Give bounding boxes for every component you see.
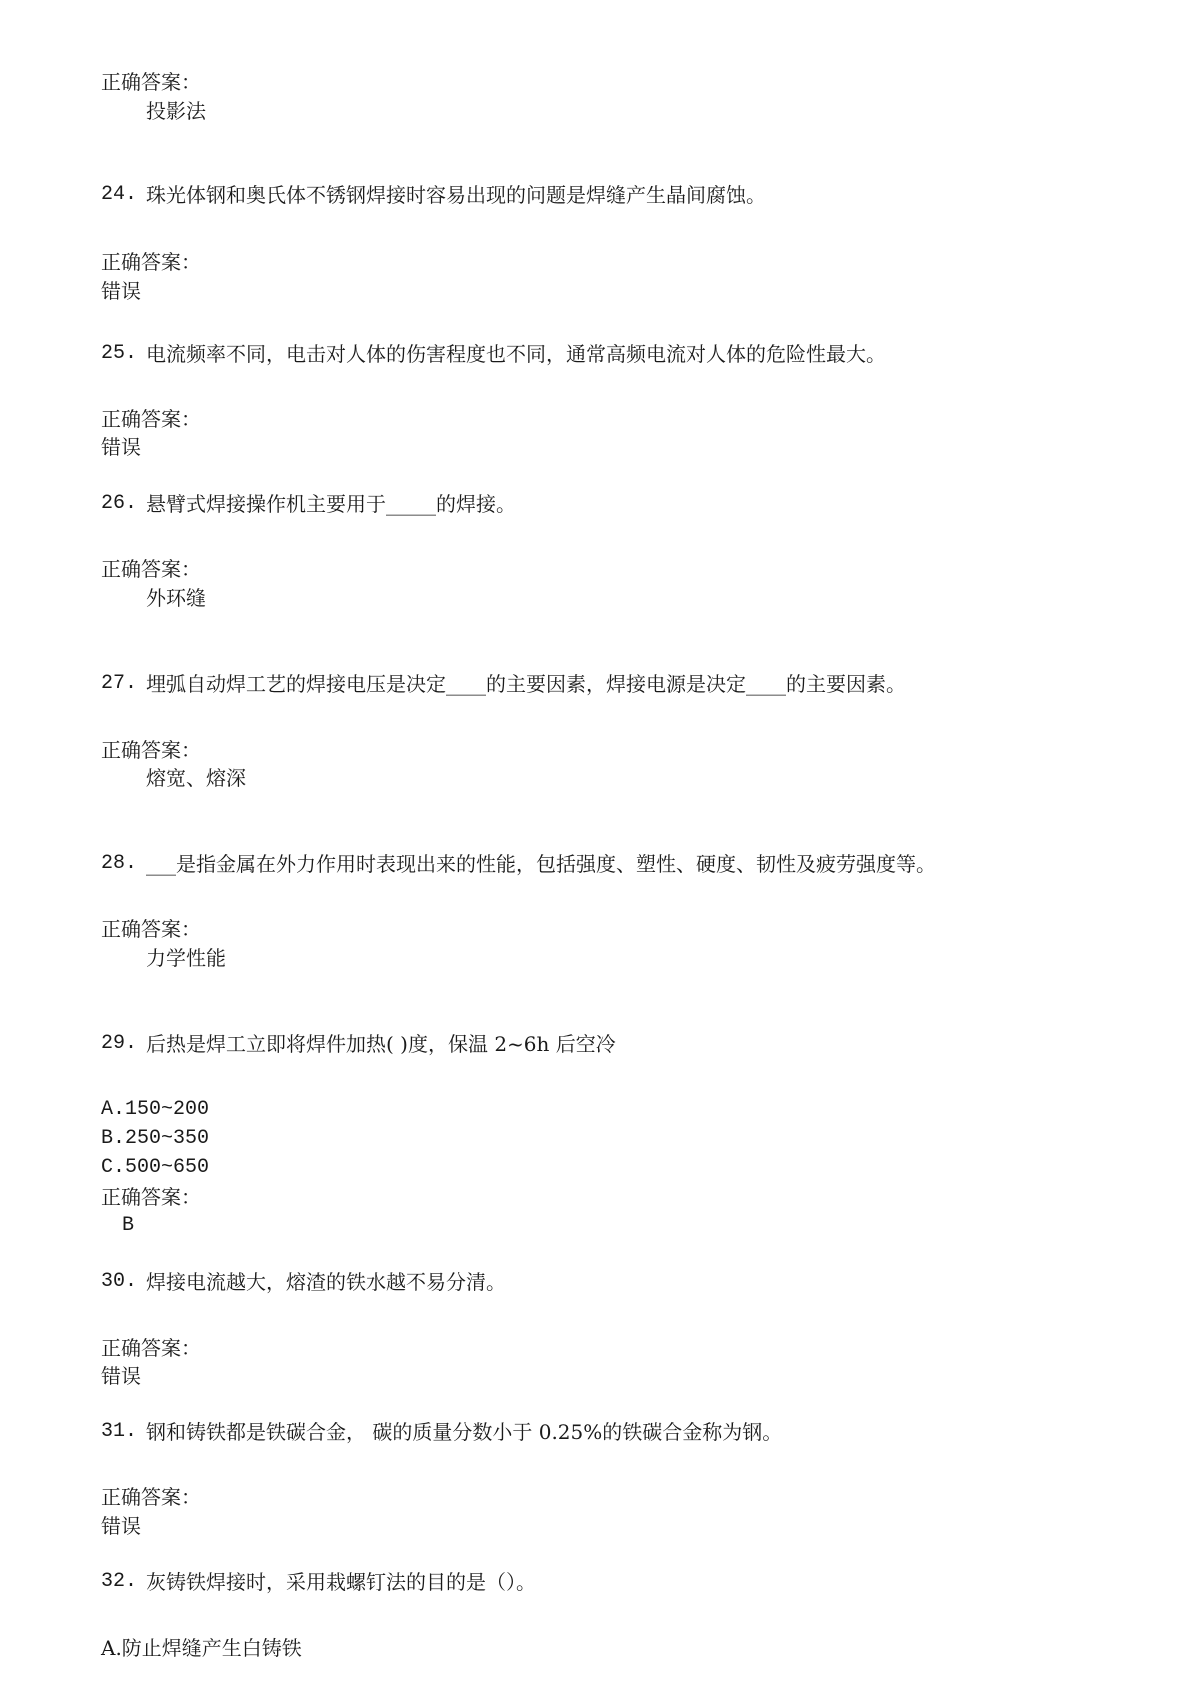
answer-label: 正确答案：: [101, 1485, 201, 1509]
option-a: A.防止焊缝产生白铸铁: [101, 1636, 302, 1660]
answer-text: 错误: [101, 1514, 141, 1538]
option-a: A.150~200: [101, 1098, 210, 1121]
answer-text: 外环缝: [146, 586, 206, 610]
question-text: 悬臂式焊接操作机主要用于_____的焊接。: [146, 492, 516, 516]
question-number: 31.: [101, 1420, 138, 1443]
answer-text: 熔宽、熔深: [146, 766, 246, 790]
answer-text: 错误: [101, 435, 141, 459]
question-text: 珠光体钢和奥氏体不锈钢焊接时容易出现的问题是焊缝产生晶间腐蚀。: [146, 183, 766, 207]
answer-label: 正确答案：: [101, 738, 201, 762]
answer-text: 力学性能: [146, 946, 226, 970]
answer-label: 正确答案：: [101, 1185, 201, 1209]
question-text: 灰铸铁焊接时，采用栽螺钉法的目的是（）。: [146, 1570, 536, 1594]
question-number: 26.: [101, 492, 138, 515]
answer-label: 正确答案：: [101, 70, 201, 94]
question-number: 28.: [101, 852, 138, 875]
question-text: 后热是焊工立即将焊件加热( )度，保温 2~6h 后空冷: [146, 1032, 616, 1056]
answer-text: 错误: [101, 1364, 141, 1388]
question-number: 25.: [101, 342, 138, 365]
option-b: B.250~350: [101, 1127, 210, 1150]
question-number: 24.: [101, 183, 138, 206]
question-text: 电流频率不同，电击对人体的伤害程度也不同，通常高频电流对人体的危险性最大。: [146, 342, 886, 366]
answer-text: B: [122, 1214, 135, 1237]
question-text: ___是指金属在外力作用时表现出来的性能，包括强度、塑性、硬度、韧性及疲劳强度等。: [146, 852, 936, 876]
answer-label: 正确答案：: [101, 407, 201, 431]
answer-label: 正确答案：: [101, 1336, 201, 1360]
question-number: 30.: [101, 1270, 138, 1293]
question-number: 29.: [101, 1032, 138, 1055]
question-number: 32.: [101, 1570, 138, 1593]
answer-text: 错误: [101, 279, 141, 303]
answer-label: 正确答案：: [101, 917, 201, 941]
answer-label: 正确答案：: [101, 557, 201, 581]
question-text: 埋弧自动焊工艺的焊接电压是决定____的主要因素，焊接电源是决定____的主要因素。: [146, 672, 906, 696]
question-text: 焊接电流越大，熔渣的铁水越不易分清。: [146, 1270, 506, 1294]
answer-text: 投影法: [146, 99, 206, 123]
question-text: 钢和铸铁都是铁碳合金， 碳的质量分数小于 0.25%的铁碳合金称为钢。: [146, 1420, 783, 1444]
option-c: C.500~650: [101, 1156, 210, 1179]
answer-label: 正确答案：: [101, 250, 201, 274]
question-number: 27.: [101, 672, 138, 695]
